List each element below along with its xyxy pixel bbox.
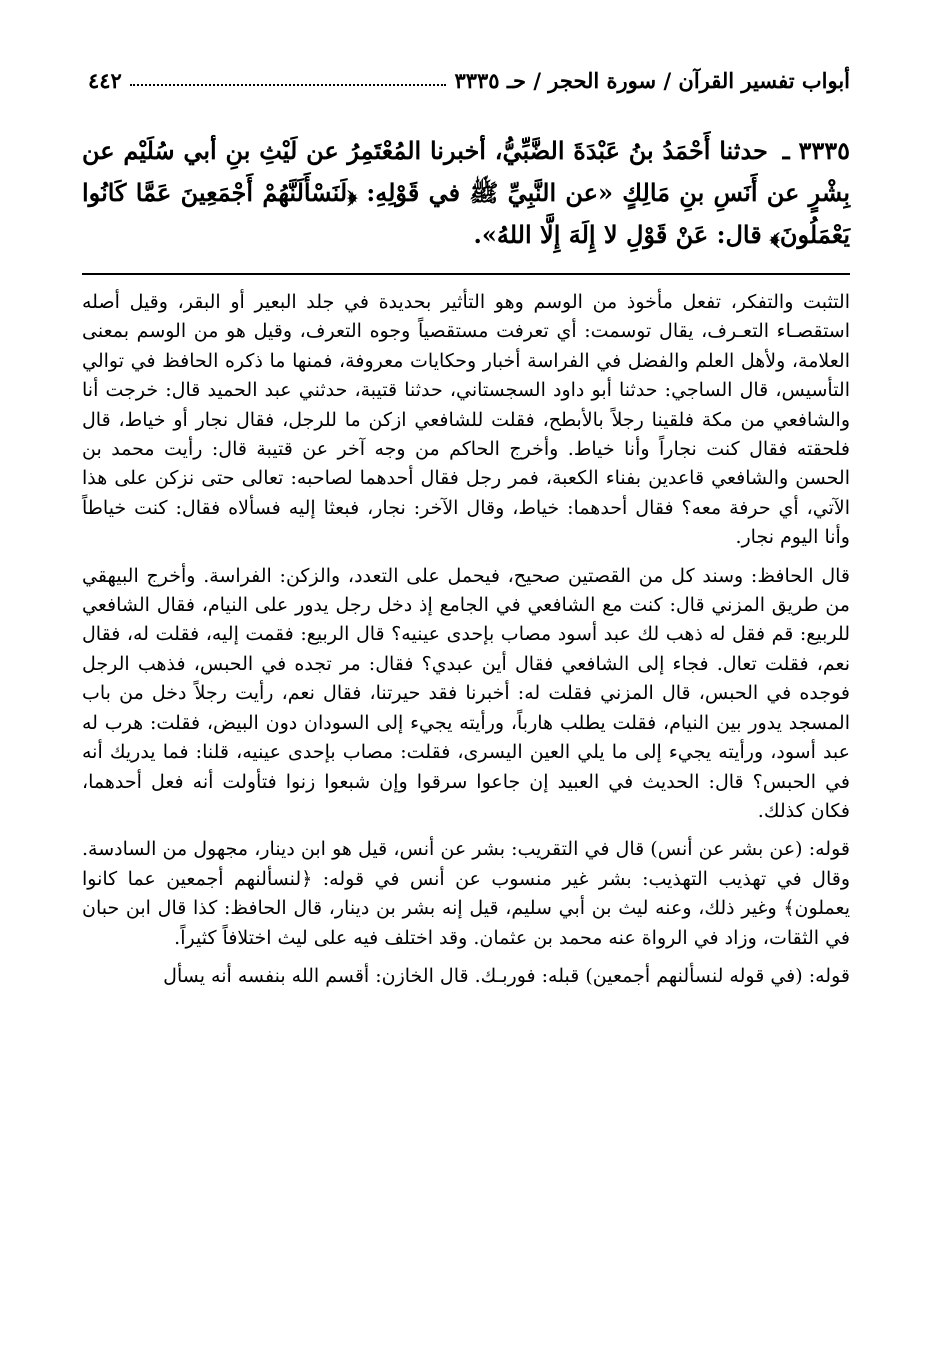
footnote-separator — [82, 273, 850, 275]
running-title: أبواب تفسير القرآن / سورة الحجر / حـ ٣٣٣٥ — [454, 67, 850, 93]
commentary — [82, 288, 850, 1000]
commentary-paragraph: قال الحافظ: وسند كل من القصتين صحيح، فيحمل على التعدد، والزكن: الفراسة. وأخرج البيهقي من طريق المزني قال: كنت مع الشافعي في الجامع إذ دخل رجل يدور على النيام، فقال الشافعي للربيع: قم فقل له ذهب لك عبد أسود مصاب بإحدى عينيه؟ قال الربيع: فقمت إليه، فقلت له، فقال نعم، فقلت تعال. فجاء إلى الشافعي فقال أين عبدي؟ فقال: مر تجده في الحبس، فذهب الرجل فوجده في الحبس، قال المزني فقلت له: أخبرنا فقد حيرتنا، فقال نعم، رأيت رجلاً دخل من باب المسجد يدور بين النيام، فقلت يطلب هارباً، ورأيته يجيء إلى السودان دون البيض، فقلت: هرب له عبد أسود، ورأيته يجيء إلى ما يلي العين اليسرى، فقلت: مصاب بإحدى عينيه، قلنا: فما يدريك أنه في الحبس؟ قال: الحديث في العبيد إن جاعوا سرقوا وإن شبعوا زنوا فتأولت أنه فعل أحدهما، فكان كذلك. — [82, 564, 850, 822]
hadith-body: حدثنا أَحْمَدُ بنُ عَبْدَةَ الضَّبِّيُّ، أخبرنا المُعْتَمِرُ عن لَيْثِ بنِ أبي سُلَيْم عن بِشْرٍ عن أَنَسِ بنِ مَالِكٍ «عن النَّبِيِّ ﷺ في قَوْلِهِ: ﴿لَنَسْأَلَنَّهُمْ أَجْمَعِينَ عَمَّا كَانُوا يَعْمَلُونَ﴾ قال: عَنْ قَوْلِ لا إِلَهَ إِلَّا اللهُ». — [82, 136, 850, 249]
hadith-text — [82, 130, 850, 256]
hadith-number: ٣٣٣٥ ـ — [782, 136, 850, 165]
commentary-paragraph: التثبت والتفكر، تفعل مأخوذ من الوسم وهو التأثير بحديدة في جلد البعير أو البقر، وقيل أصله استقصـاء التعـرف، يقال توسمت: أي تعرفت مستقصياً وجوه التعرف، وقيل هو من الوسم بمعنى العلامة، ولأهل العلم والفضل في الفراسة أخبار وحكايات معروفة، فمنها ما ذكره الحافظ في توالي التأسيس، قال الساجي: حدثنا أبو داود السجستاني، حدثنا قتيبة، حدثني عبد الحميد قال: خرجت أنا والشافعي من مكة فلقينا رجلاً بالأبطح، فقلت للشافعي ازكن ما للرجل، فقال نجار أو خياط، قال فلحقته فقال كنت نجاراً وأنا خياط. وأخرج الحاكم من وجه آخر عن قتيبة قال: رأيت محمد بن الحسن والشافعي قاعدين بفناء الكعبة، فمر رجل فقال أحدهما لصاحبه: تعالى حتى نزكن على هذا الآتي، أي حرفة معه؟ فقال أحدهما: خياط، وقال الآخر: نجار، فبعثا إليه فسألاه فقال: كنت خياطاً وأنا اليوم نجار. — [82, 291, 850, 549]
commentary-paragraph: قوله: (عن بشر عن أنس) قال في التقريب: بشر عن أنس، قيل هو ابن دينار، مجهول من السادسة. وقال في تهذيب التهذيب: بشر غير منسوب عن أنس في قوله: ﴿لنسألنهم أجمعين عما كانوا يعملون﴾ وغير ذلك، وعنه ليث بن أبي سليم، قيل إنه بشر بن دينار، قال الحافظ: كذا قال ابن حبان في الثقات، وزاد في الرواة عنه محمد بن عثمان. وقد اختلف فيه على ليث اختلافاً كثيراً. — [82, 838, 850, 949]
page-number: ٤٤٢ — [88, 67, 122, 93]
page-header — [82, 64, 850, 96]
commentary-paragraph: قوله: (في قوله لنسألنهم أجمعين) قبله: فوربـك. قال الخازن: أقسم الله بنفسه أنه يسأل — [163, 964, 850, 987]
dotted-leader — [130, 84, 447, 86]
